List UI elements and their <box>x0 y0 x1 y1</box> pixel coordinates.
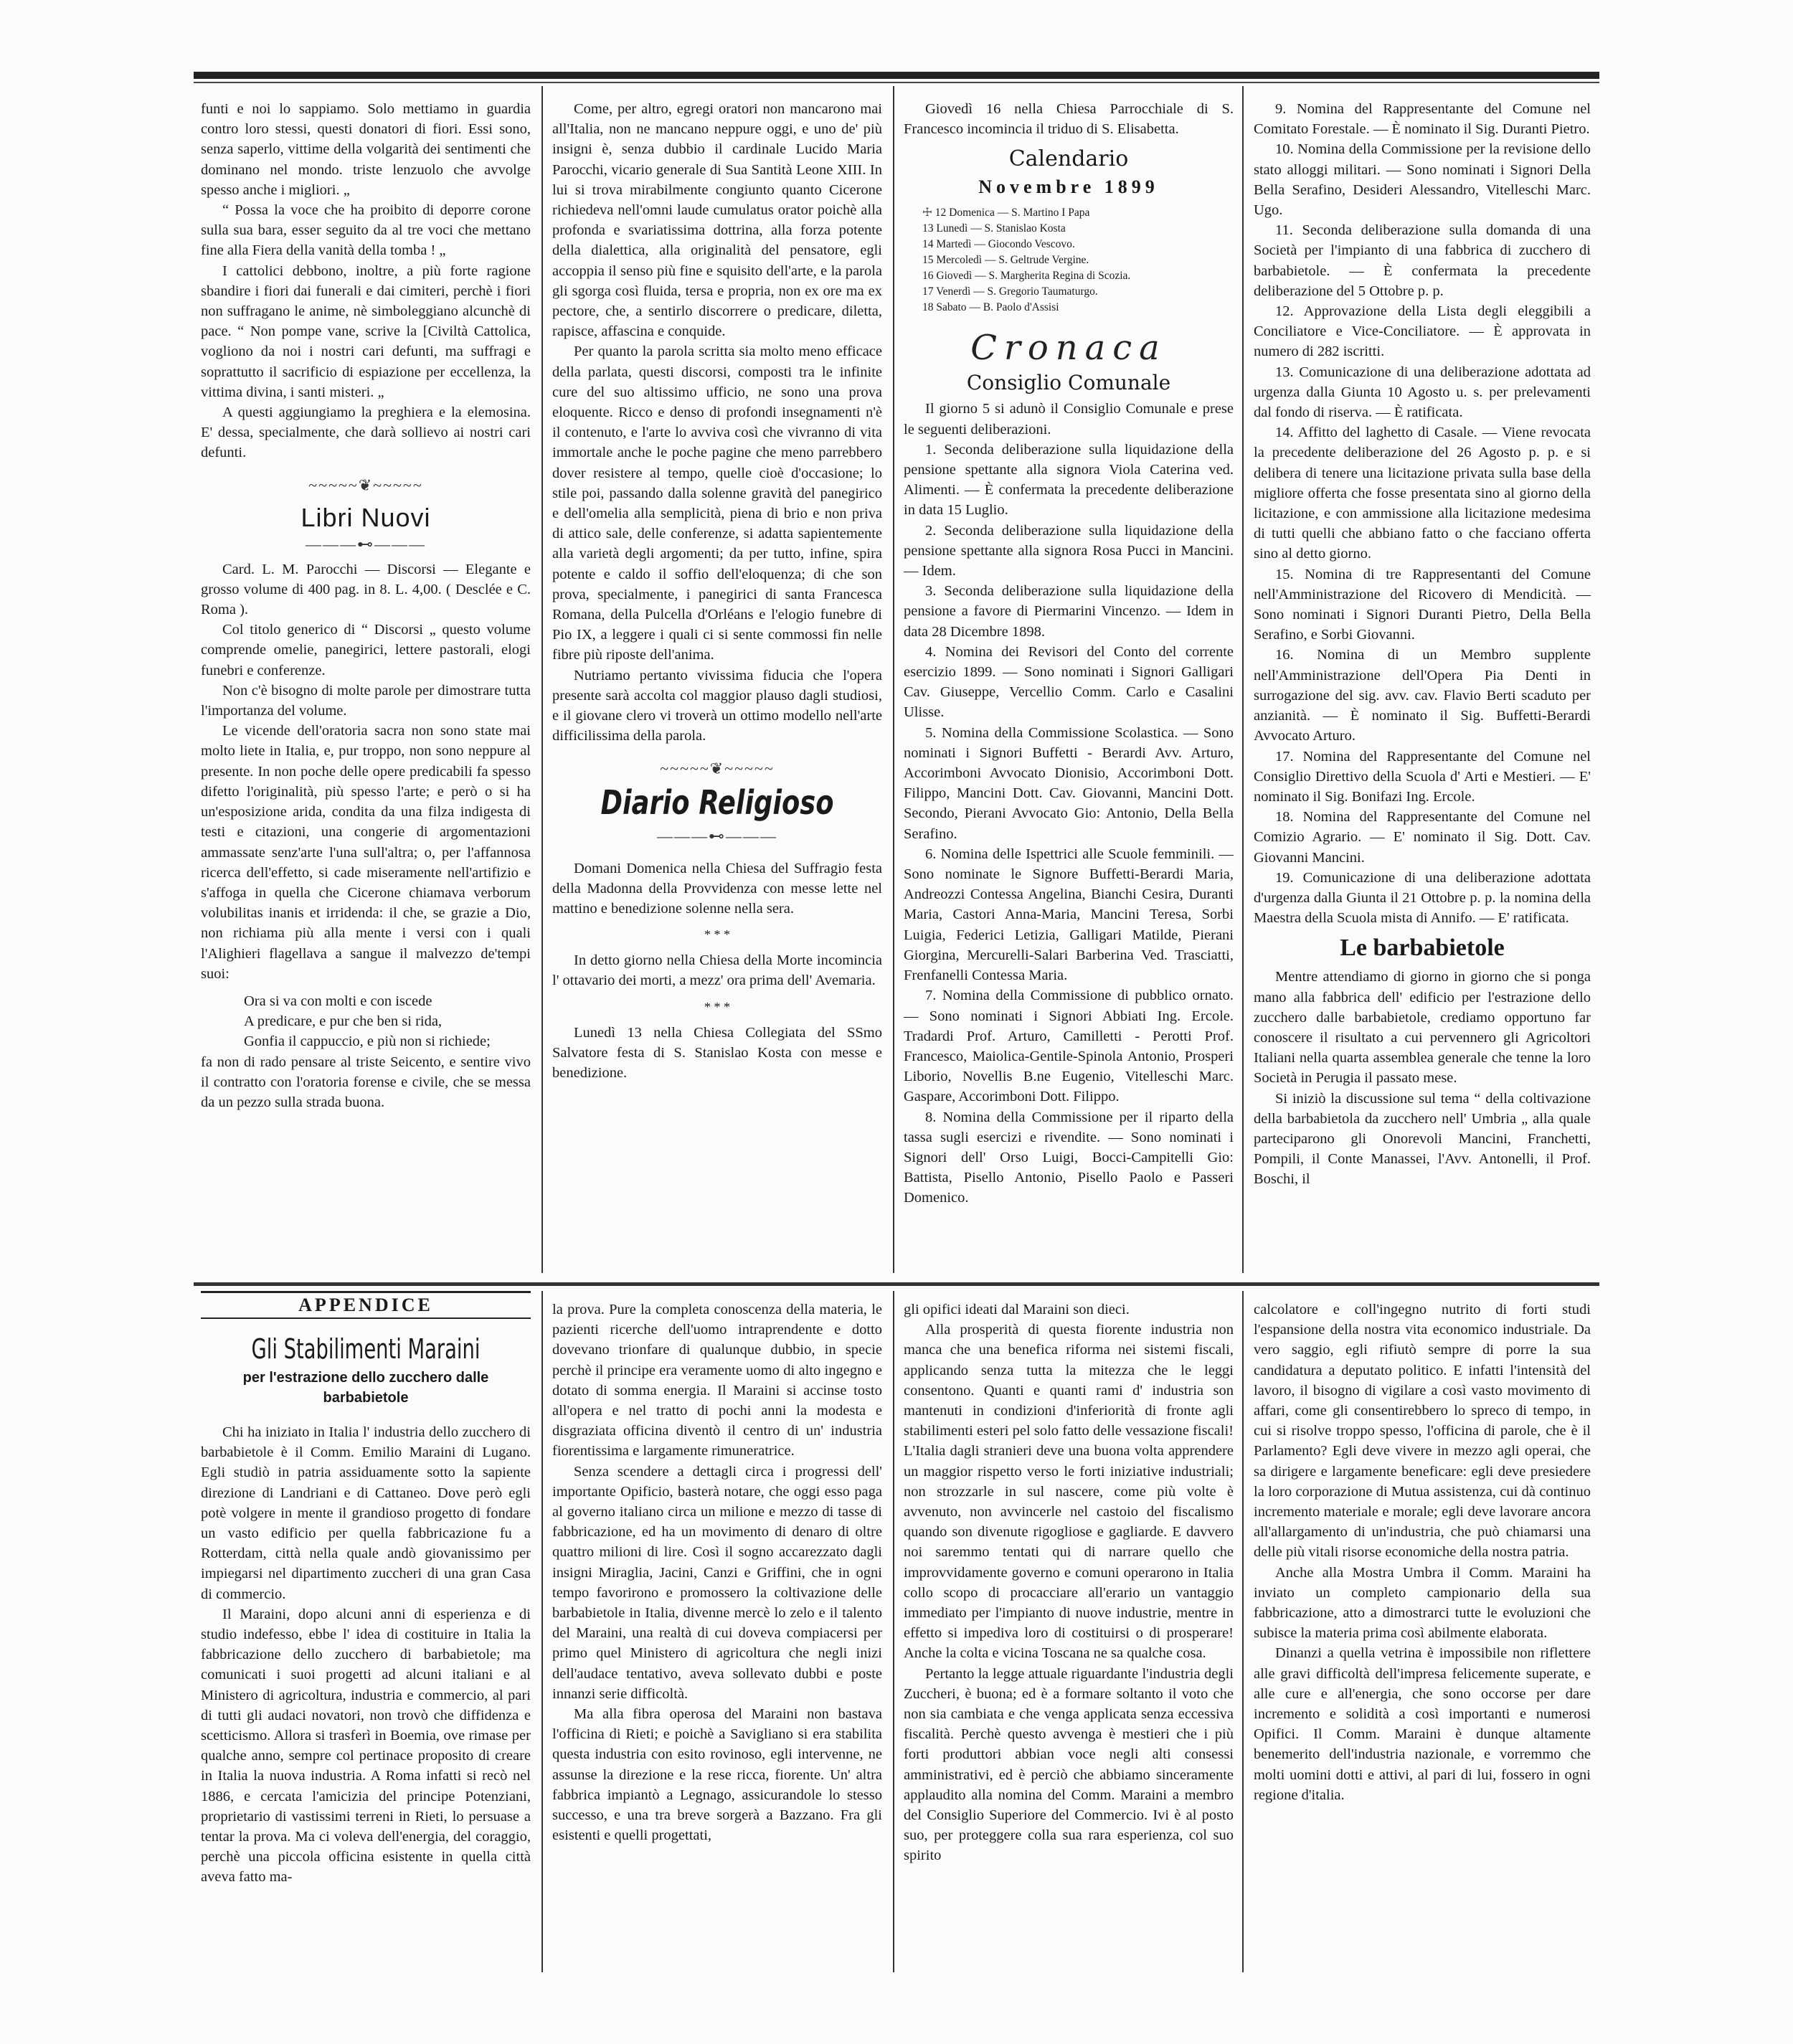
calendar-day: 16 Giovedì — S. Margherita Regina di Scozia. <box>922 270 1131 283</box>
top-rule <box>194 72 1599 79</box>
paragraph: 8. Nomina della Commissione per il riparto della tassa sugli esercizi e rivendite. — Sono nominati i Signori dell' Orso Luigi, Bocci-Campitelli Gio: Battista, Pisello Antonio, Pisello Paolo e Passeri Domenico. <box>904 1109 1234 1206</box>
poem-line: A predicare, e pur che ben si rida, <box>244 1013 443 1030</box>
consiglio-heading: Consiglio Comunale <box>966 371 1171 395</box>
paragraph: 7. Nomina della Commissione di pubblico ornato. — Sono nominati i Signori Abbiati Ing. Ercole. Tradardi Prof. Arturo, Camilletti - Perotti Prof. Francesco, Maiolica-Gentile-Spinola Antonio, Prosperi Liborio, Novellis B.ne Eugenio, Vitelleschi Marc. Gaspare, Accorimboni Dott. Filippo. <box>904 988 1234 1105</box>
paragraph: 5. Nomina della Commissione Scolastica. — Sono nominati i Signori Buffetti - Berardi Avv. Arturo, Accorimboni Avvocato Dionisio, Accorimboni Dott. Filippo, Mancini Dott. Cav. Giovanni, Mancini Dott. Secondo, Pierani Avvocato Gio: Antonio, Della Bella Serafino. <box>904 724 1234 842</box>
column-2 <box>552 99 882 1275</box>
calendar-day: 17 Venerdì — S. Gregorio Taumaturgo. <box>922 285 1098 298</box>
calendar-day: 18 Sabato — B. Paolo d'Assisi <box>922 301 1059 314</box>
appendice-title: Gli Stabilimenti Maraini <box>251 1333 481 1365</box>
newspaper-page <box>194 72 1599 1972</box>
paragraph: 18. Nomina del Rappresentante del Comune nel Comizio Agrario. — E' nominato il Sig. Dott. Cav. Giovanni Mancini. <box>1254 809 1591 866</box>
paragraph: Nutriamo pertanto vivissima fiducia che l'opera presente sarà accolta col maggior plauso dagli studiosi, e il giovane clero vi troverà un ottimo modello nell'arte difficilissima della parola. <box>552 667 882 744</box>
section-stars: * * * <box>704 999 730 1014</box>
calendar-list <box>904 205 1234 316</box>
column-rule <box>1242 1291 1244 1972</box>
paragraph: Senza scendere a dettagli circa i progressi dell' importante Opificio, basterà notare, che oggi esso paga al governo italiano circa un milione e mezzo di tasse di fabbricazione, ed ha un movimento di denaro di oltre quattro milioni di lire. Così il sogno accarezzato dagli insigni Miraglia, Jacini, Canzi e Griffini, che in ogni tempo favorirono e promossero la coltivazione delle barbabietole in Italia, divenne mercè lo zelo e il talento del Maraini, una realtà di cui doveva compiacersi per primo quel Ministero di agricoltura che negli inizi dell'audace tentativo, aveva sollevato dubbi e poste innanzi serie difficoltà. <box>552 1463 882 1702</box>
paragraph: Per quanto la parola scritta sia molto meno efficace della parlata, questi discorsi, composti tra le infinite cure del suo altissimo ufficio, ne sono una prova eloquente. Ricco e denso di profondi insegnamenti n'è il contenuto, e l'arte lo avviva così che vivranno di vita immortale anche le poche pagine che meno parrebbero dover resistere al tempo, quelle cioè d'occasione; lo stile poi, passando dalla solenne gravità del panegirico e dell'omelia alla semplicità, piena di brio e non priva di attico sale, delle conferenze, si adatta sapientemente alla varietà degli argomenti; da per tutto, infine, spira potente e caldo il soffio dell'eloquenza; di che son prova, specialmente, i panegirici di santa Francesca Romana, della Pulcella d'Orléans e l'elogio funebre di Pio IX, a leggere i quali ci si sente commossi fin nelle fibre più riposte dell'anima. <box>552 344 882 663</box>
paragraph: 13. Comunicazione di una deliberazione adottata ad urgenza dalla Giunta 10 Agosto u. s. per prelevamenti dal fondo di riserva. — È ratificata. <box>1254 364 1591 421</box>
paragraph: 14. Affitto del laghetto di Casale. — Viene revocata la precedente deliberazione del 26 Agosto p. p. e si delibera di tenere una licitazione privata sulla base della migliore offerta che fosse presentata sino al giorno della licitazione, e con ammissione alla licitazione medesima di tutti quelli che abbiano fatto o che facciano offerta sino al detto giorno. <box>1254 425 1591 562</box>
poem-line: Gonfia il cappuccio, e più non si richiede; <box>244 1033 491 1050</box>
column-3 <box>904 99 1234 1275</box>
paragraph: In detto giorno nella Chiesa della Morte incomincia l' ottavario dei morti, a mezz' ora prima dell' Avemaria. <box>552 952 882 989</box>
paragraph: Domani Domenica nella Chiesa del Suffragio festa della Madonna della Provvidenza con messe lette nel mattino e benedizione solenne nella sera. <box>552 860 882 917</box>
paragraph: I cattolici debbono, inoltre, a più forte ragione sbandire i fiori dai funerali e dai cimiteri, perchè i fiori non suffragano le anime, nè simboleggiano alcunchè di pace. “ Non pompe vane, scrive la [Civiltà Cattolica, vogliono da noi i nostri cari defunti, ma suffragi e soprattutto il sacrificio di espiazione per eccellenza, la vittima divina, i santi misteri. „ <box>201 262 531 400</box>
ornament-dash: ———⊷——— <box>306 534 426 553</box>
paragraph: 11. Seconda deliberazione sulla domanda di una Società per l'impianto di una fabbrica di zucchero di barbabietole. — È confermata la precedente deliberazione del 5 Ottobre p. p. <box>1254 222 1591 299</box>
paragraph: Pertanto la legge attuale riguardante l'industria degli Zuccheri, è buona; ed è a formare soltanto il voto che non sia cambiata e che venga applicata senza eccessiva fiscalità. Perchè questo avvenga è mestieri che i più forti produttori abbian voce negli alti consessi amministrativi, ed è perciò che abbiamo sinceramente applaudito alla nomina del Comm. Maraini a membro del Consiglio Superiore del Commercio. Ivi è al posto suo, per proteggere colla sua rara esperienza, col suo spirito <box>904 1665 1234 1864</box>
paragraph: Giovedì 16 nella Chiesa Parrocchiale di S. Francesco incomincia il triduo di S. Elisabetta. <box>904 101 1234 138</box>
appendice-subtitle: per l'estrazione dello zucchero dalle barbabietole <box>242 1370 489 1406</box>
paragraph: Non c'è bisogno di molte parole per dimostrare tutta l'importanza del volume. <box>201 682 531 719</box>
paragraph: 1. Seconda deliberazione sulla liquidazione della pensione spettante alla signora Viola Caterina ved. Alimenti. — È confermata la precedente deliberazione in data 15 Luglio. <box>904 441 1234 519</box>
column-1 <box>201 99 531 1275</box>
appendix-rule <box>194 1282 1599 1286</box>
paragraph: Mentre attendiamo di giorno in giorno che si ponga mano alla fabbrica dell' edificio per l'estrazione dello zucchero dalle barbabietole, crediamo opportuno far conoscere il risultato a cui pervennero gli Agricoltori Italiani nella quarta assemblea generale che tenne la loro Società in Perugia il passato mese. <box>1254 969 1591 1087</box>
paragraph: Chi ha iniziato in Italia l' industria dello zucchero di barbabietole è il Comm. Emilio Maraini di Lugano. Egli studiò in patria assiduamente sotto la sapiente direzione di Landriani e di Cattaneo. Dove però egli potè volgere in mente il grandioso progetto di fondare un vasto edificio per quella fabbricazione fu a Rotterdam, città nella quale andò giovanissimo per impiegarsi nel dipartimento zuccheri di una gran Casa di commercio. <box>201 1424 531 1602</box>
paragraph: A questi aggiungiamo la preghiera e la elemosina. E' dessa, specialmente, che darà sollievo ai nostri cari defunti. <box>201 404 531 461</box>
paragraph: 17. Nomina del Rappresentante del Comune nel Consiglio Direttivo della Scuola d' Arti e Mestieri. — E' nominato il Sig. Bonifazi Ing. Ercole. <box>1254 748 1591 805</box>
paragraph: Card. L. M. Parocchi — Discorsi — Elegante e grosso volume di 400 pag. in 8. L. 4,00. ( Desclée e C. Roma ). <box>201 561 531 618</box>
paragraph: Dinanzi a quella vetrina è impossibile non riflettere alle gravi difficoltà dell'impresa felicemente superate, e alle cure e all'energia, che sono occorse per dare incremento e solidità a così importanti e numerosi Opifici. Il Comm. Maraini è dunque altamente benemerito dell'industria nazionale, e vorremmo che molti uomini dotti e attivi, al pari di lui, fossero in ogni regione d'italia. <box>1254 1645 1591 1803</box>
appendix-column-2 <box>552 1300 882 1972</box>
calendar-day: ☩ 12 Domenica — S. Martino I Papa <box>922 207 1090 219</box>
top-rule-thin <box>194 82 1599 83</box>
calendar-day: 15 Mercoledì — S. Geltrude Vergine. <box>922 254 1089 267</box>
paragraph: 12. Approvazione della Lista degli eleggibili a Conciliatore e Vice-Conciliatore. — È approvata in numero di 282 iscritti. <box>1254 303 1591 360</box>
paragraph: la prova. Pure la completa conoscenza della materia, le pazienti ricerche dell'uomo intraprendente e dotto dovevano trionfare di qualunque dubbio, in specie perchè il principe era veramente uomo di alto ingegno e dotato di somma energia. Il Maraini si accinse tosto all'opera e nel tratto di pochi anni la modesta e disgraziata officina diventò il centro di un' industria fiorentissima e largamente rimuneratrice. <box>552 1302 882 1459</box>
paragraph: 6. Nomina delle Ispettrici alle Scuole femminili. — Sono nominate le Signore Buffetti-Berardi Maria, Andreozzi Contessa Angelina, Bianchi Cesira, Duranti Maria, Castori Anna-Maria, Mancini Teresa, Sorbi Luigia, Federici Letizia, Galligari Matilde, Pierani Giorgina, Mercurelli-Salari Barberina Ved. Trasciatti, Frenfanelli Contessa Maria. <box>904 846 1234 984</box>
paragraph: fa non di rado pensare al triste Seicento, e sentire vivo il contratto con l'oratoria forense e civile, che se messa da un pezzo sulla strada buona. <box>201 1054 531 1110</box>
section-stars: * * * <box>704 927 730 942</box>
column-rule <box>541 1291 543 1972</box>
ornament-rule: ~~~~~❦~~~~~ <box>308 475 423 494</box>
paragraph: funti e noi lo sappiamo. Solo mettiamo in guardia contro loro stessi, questi donatori di fiori. Essi sono, senza saperlo, vittime della volgarità dei sentimenti che dominano nel mondo. triste lenzuolo che avvolge spesso anche i migliori. „ <box>201 101 531 198</box>
poem-line: Ora si va con molti e con iscede <box>244 993 432 1009</box>
calendar-day: 13 Lunedì — S. Stanislao Kosta <box>922 222 1066 235</box>
calendar-day: 14 Martedì — Giocondo Vescovo. <box>922 238 1075 251</box>
ornament-rule: ~~~~~❦~~~~~ <box>660 759 775 777</box>
paragraph: Col titolo generico di “ Discorsi „ questo volume comprende omelie, panegirici, lettere pastorali, elogi funebri e conferenze. <box>201 622 531 678</box>
paragraph: 4. Nomina dei Revisori del Conto del corrente esercizio 1899. — Sono nominati i Signori Galligari Cav. Giuseppe, Vercellio Comm. Carlo e Casalini Ulisse. <box>904 643 1234 721</box>
paragraph: gli opifici ideati dal Maraini son dieci. <box>904 1302 1130 1317</box>
paragraph: 3. Seconda deliberazione sulla liquidazione della pensione a favore di Piermarini Vincenzo. — Idem in data 28 Dicembre 1898. <box>904 583 1234 640</box>
column-4 <box>1254 99 1591 1275</box>
column-rule <box>541 86 543 1273</box>
paragraph: Si iniziò la discussione sul tema “ della coltivazione della barbabietola da zucchero nell' Umbria „ alla quale parteciparono gli Onorevoli Mancini, Franchetti, Pompili, il Conte Manassei, l'Avv. Antonelli, il Prof. Boschi, il <box>1254 1090 1591 1188</box>
cronaca-heading: Cronaca <box>970 328 1167 369</box>
paragraph: Ma alla fibra operosa del Maraini non bastava l'officina di Rieti; e poichè a Savigliano si era stabilita questa industria con esito rovinoso, egli intervenne, ne assunse la direzione e la rese ricca, fiorente. Un' altra fabbrica impiantò a Legnago, assicurandole lo stesso successo, e una tra breve sorgerà a Bazzano. Fra gli esistenti e quelli progettati, <box>552 1706 882 1844</box>
column-rule <box>893 1291 894 1972</box>
appendix-column-1 <box>201 1291 531 1972</box>
paragraph: Alla prosperità di questa fiorente industria non manca che una benefica riforma nei sistemi fiscali, applicando senza tutta la mitezza che le leggi consentono. Quanti e quanti rami d' industria son mantenuti in condizioni d'inferiorità di fronte agli stabilimenti esteri pel solo fatto delle vessazione fiscali! L'Italia dagli stranieri deve una buona volta apprendere un maggior rispetto verso le forti iniziative industriali; non strozzarle in sul nascere, come più volte è avvenuto, non avvincerle nel castoio del fiscalismo quando son divenute rigogliose e gagliarde. E davvero noi saremmo tentati qui di narrare quello che improvvidamente governo e comuni operarono in Italia collo scopo di procacciare all'erario un vantaggio immediato per l'impianto di nuove industrie, mentre in effetto si impediva loro di costituirsi o di prosperare! Anche la colta e vicina Toscana ne sa qualche cosa. <box>904 1322 1234 1662</box>
barbabietole-heading: Le barbabietole <box>1340 935 1505 962</box>
column-rule <box>1242 86 1244 1273</box>
column-rule <box>893 86 894 1273</box>
paragraph: 2. Seconda deliberazione sulla liquidazione della pensione spettante alla signora Rosa Pucci in Mancini. — Idem. <box>904 522 1234 579</box>
paragraph: 16. Nomina di un Membro supplente nell'Amministrazione dell'Opera Pia Denti in surrogazione del sig. avv. cav. Flavio Berti scaduto per anzianità. — È nominato il Sig. Buffetti-Berardi Avvocato Arturo. <box>1254 647 1591 744</box>
paragraph: “ Possa la voce che ha proibito di deporre corone sulla sua bara, esser seguito da al tre voci che mettano fine alla Fiera della vanità della tomba ! „ <box>201 202 531 259</box>
appendix-column-4 <box>1254 1300 1591 1972</box>
appendice-label: APPENDICE <box>201 1291 531 1319</box>
paragraph: Anche alla Mostra Umbra il Comm. Maraini ha inviato un completo campionario della sua fabbricazione, atto a dimostrarci tutte le evoluzioni che subisce la materia prima così abilmente elaborata. <box>1254 1564 1591 1642</box>
paragraph: Il giorno 5 si adunò il Consiglio Comunale e prese le seguenti deliberazioni. <box>904 401 1234 437</box>
libri-nuovi-heading: Libri Nuovi <box>301 502 431 532</box>
paragraph: calcolatore e coll'ingegno nutrito di forti studi l'espansione della nostra vita economico industriale. Da vero saggio, egli rifiutò sempre di porre la sua candidatura a deputato politico. E infatti l'intensità del lavoro, il bisogno di vigilare a così vasto movimento di affari, come gli consentirebbero lo spreco di tempo, in cui si risolve troppo spesso, l'officina di parole, che è il Parlamento? Egli deve vivere in mezzo agli operai, che sa dirigere e largamente beneficare: egli deve presiedere la loro corporazione di Mutua assistenza, cui dà continuo incremento materiale e morale; egli deve lavorare ancora all'allargamento di un'industria, che può chiamarsi una delle più vitali risorse economiche della nostra patria. <box>1254 1302 1591 1561</box>
appendix-column-3 <box>904 1300 1234 1972</box>
diario-religioso-heading: Diario Religioso <box>600 782 834 822</box>
paragraph: 9. Nomina del Rappresentante del Comune nel Comitato Forestale. — È nominato il Sig. Duranti Pietro. <box>1254 101 1591 138</box>
paragraph: 15. Nomina di tre Rappresentanti del Comune nell'Amministrazione del Ricovero di Mendicità. — Sono nominati i Signori Duranti Pietro, Della Bella Serafino, e Sorbi Giovanni. <box>1254 566 1591 643</box>
paragraph: Il Maraini, dopo alcuni anni di esperienza e di studio indefesso, ebbe l' idea di costituire in Italia la fabbricazione dello zucchero di barbabietole; ma comunicati i suoi progetti ad alcuni italiani e al Ministero di agricoltura, industria e commercio, al pari di tutti gli audaci novatori, non trovò che diffidenza e scetticismo. Allora si trasferì in Boemia, ove rimase per qualche anno, sempre col pertinace proposito di creare in Italia la nuova industria. A Roma infatti si recò nel 1886, e cercata l'amicizia del principe Potenziani, proprietario di vastissimi terreni in Rieti, lo persuase a tentar la prova. Ma ci voleva dell'energia, del coraggio, perchè una piccola officina esistente in quella città aveva fatto ma- <box>201 1606 531 1886</box>
calendar-month: Novembre 1899 <box>978 176 1159 198</box>
paragraph: 10. Nomina della Commissione per la revisione dello stato alloggi militari. — Sono nominati i Signori Della Bella Serafino, Desideri Alessandro, Vitelleschi Marc. Ugo. <box>1254 141 1591 219</box>
paragraph: Le vicende dell'oratoria sacra non sono state mai molto liete in Italia, e, pur troppo, non sono neppure al presente. In non poche delle opere predicabili fa spesso difetto l'originalità, più spesso l'arte; e però o si ha un'esposizione arida, condita da una filza indigesta di testi e citazioni, una congerie di argomentazioni ammassate senz'arte l'una sull'altra; o, per l'affannosa ricerca dell'effetto, si cade miseramente nell'artifizio e s'affoga in quella che Cicerone chiamava verborum volubilitas inanis et irridenda: il che, se grazie a Dio, non richiama più alla mente i versi con i quali l'Alighieri flagellava a sangue il malvezzo de'tempi suoi: <box>201 723 531 982</box>
ornament-dash: ———⊷——— <box>657 826 777 845</box>
paragraph: Lunedì 13 nella Chiesa Collegiata del SSmo Salvatore festa di S. Stanislao Kosta con messe e benedizione. <box>552 1024 882 1081</box>
paragraph: Come, per altro, egregi oratori non mancarono mai all'Italia, non ne mancano neppure oggi, e uno de' più insigni è, senza dubbio il cardinale Lucido Maria Parocchi, vicario generale di Sua Santità Leone XIII. In lui si trova mirabilmente congiunto quanto Cicerone richiedeva nell'omni laude cumulatus orator poichè alla profonda e svariatissima dottrina, alla forza potente della dialettica, alla originalità del pensatore, egli accoppia il senso più fine e squisito dell'arte, e la parola gli sgorga così fluida, tersa e propria, non ex ore ma ex pectore, che, a sentirlo discorrere o predicare, diletta, rapisce, affascina e conquide. <box>552 101 882 340</box>
paragraph: 19. Comunicazione di una deliberazione adottata d'urgenza dalla Giunta il 21 Ottobre p. p. la nomina della Maestra della Scuola mista di Annifo. — E' ratificata. <box>1254 869 1591 927</box>
calendario-heading: Calendario <box>1008 146 1129 172</box>
